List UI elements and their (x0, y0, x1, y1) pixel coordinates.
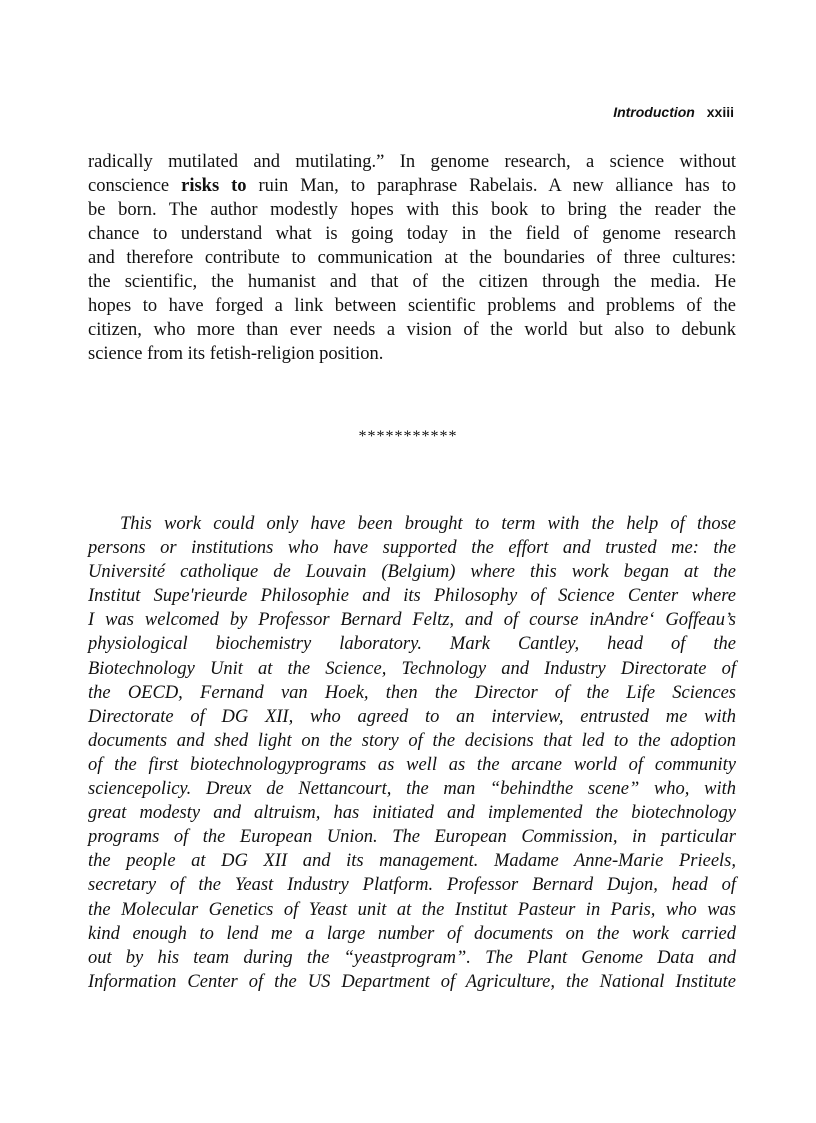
text-line: the scientific, the humanist and that of the citizen through the media. He (88, 272, 736, 292)
text-line: kind enough to lend me a large number of documents on the work carried (88, 923, 736, 944)
acknowledgements-paragraph (88, 512, 736, 994)
text-line: Directorate of DG XII, who agreed to an interview, entrusted me with (88, 706, 736, 727)
text-line: persons or institutions who have supported the effort and trusted me: the (88, 538, 736, 559)
text-line: out by his team during the “yeastprogram”. The Plant Genome Data and (88, 947, 736, 968)
text-line: hopes to have forged a link between scientific problems and problems of the (88, 296, 736, 316)
text-line: be born. The author modestly hopes with this book to bring the reader the (88, 200, 736, 220)
body-paragraph (88, 150, 736, 366)
text-line: great modesty and altruism, has initiated and implemented the biotechnology (88, 803, 736, 824)
text-line: the Molecular Genetics of Yeast unit at the Institut Pasteur in Paris, who was (88, 899, 736, 920)
text-line: of the first biotechnologyprograms as well as the arcane world of community (88, 754, 736, 775)
text-line: physiological biochemistry laboratory. Mark Cantley, head of the (88, 634, 736, 655)
text-line: sciencepolicy. Dreux de Nettancourt, the man “behindthe scene” who, with (88, 779, 736, 800)
text-line: I was welcomed by Professor Bernard Feltz, and of course inAndre‘ Goffeau’s (88, 610, 736, 631)
text-line: Information Center of the US Department of Agriculture, the National Institute (88, 971, 736, 992)
text-line: radically mutilated and mutilating.” In genome research, a science without (88, 152, 736, 172)
text-line: the people at DG XII and its management. Madame Anne-Marie Prieels, (88, 851, 736, 872)
text-line: programs of the European Union. The European Commission, in particular (88, 827, 736, 848)
text-line: secretary of the Yeast Industry Platform. Professor Bernard Dujon, head of (88, 875, 736, 896)
text-line: science from its fetish-religion position. (88, 344, 384, 364)
text-line: Université catholique de Louvain (Belgium) where this work began at the (88, 562, 736, 583)
text-line: This work could only have been brought to term with the help of those (120, 514, 736, 534)
section-break-ornament: *********** (358, 428, 458, 445)
text-line: citizen, who more than ever needs a vision of the world but also to debunk (88, 320, 736, 340)
text-line: documents and shed light on the story of the decisions that led to the adoption (88, 730, 736, 751)
text-line: conscience risks to ruin Man, to paraphrase Rabelais. A new alliance has to (88, 176, 737, 196)
text-line: chance to understand what is going today in the field of genome research (88, 224, 736, 244)
section-title: Introduction (613, 104, 695, 120)
text-line: Institut Supe'rieurde Philosophie and its Philosophy of Science Center where (88, 586, 736, 607)
running-head (613, 104, 734, 120)
text-line: Biotechnology Unit at the Science, Technology and Industry Directorate of (88, 658, 736, 679)
text-line: and therefore contribute to communication at the boundaries of three cultures: (88, 248, 736, 268)
page-number: xxiii (706, 104, 734, 120)
text-line: the OECD, Fernand van Hoek, then the Director of the Life Sciences (88, 682, 736, 703)
